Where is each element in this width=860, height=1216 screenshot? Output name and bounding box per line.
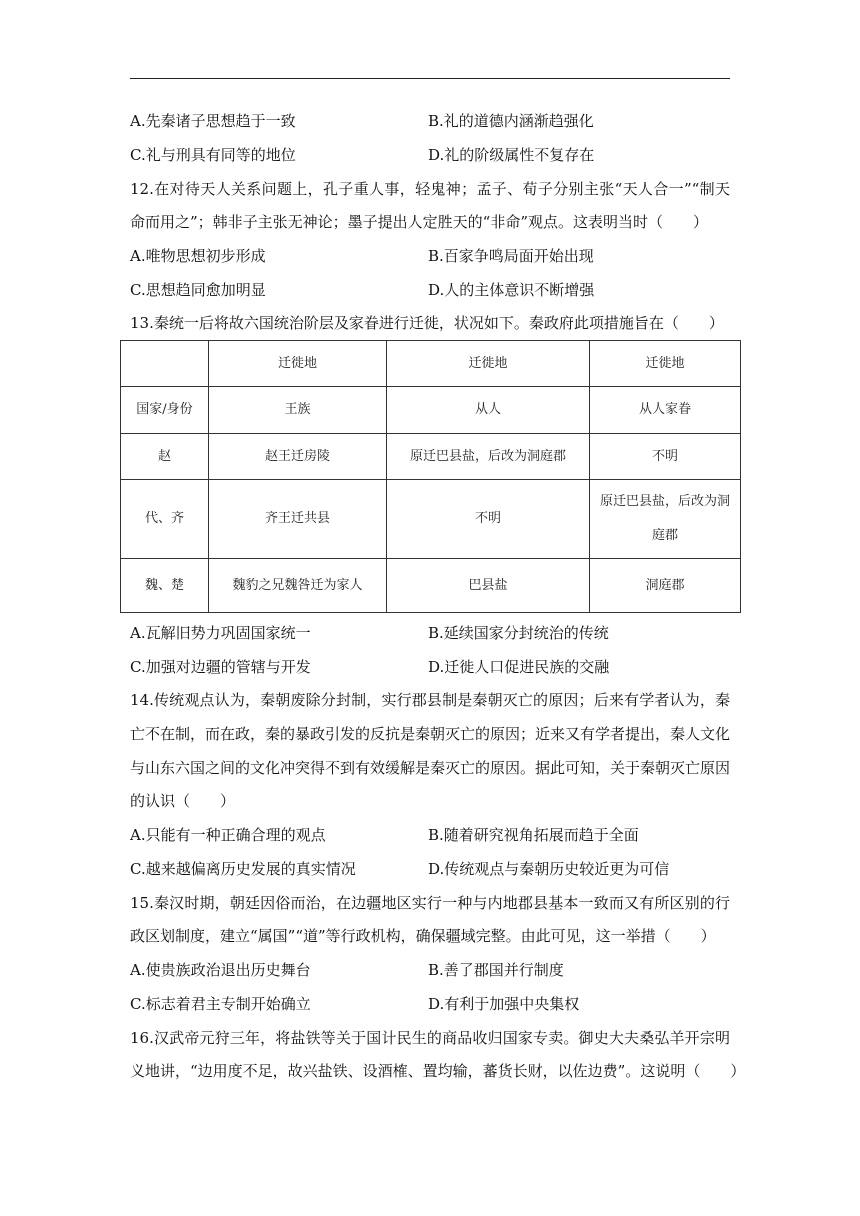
- table-cell: 王族: [209, 387, 387, 434]
- table-cell: 原迁巴县盐，后改为洞庭郡: [387, 434, 590, 480]
- q16-stem-line1: 16.汉武帝元狩三年，将盐铁等关于国计民生的商品收归国家专卖。御史大夫桑弘羊开宗明: [130, 1029, 730, 1047]
- q13-option-d[interactable]: D.迁徙人口促进民族的交融: [428, 658, 610, 676]
- q12-stem-line2: 命而用之”；韩非子主张无神论；墨子提出人定胜天的“非命”观点。这表明当时（ ）: [130, 213, 709, 231]
- q14-option-b[interactable]: B.随着研究视角拓展而趋于全面: [428, 826, 639, 844]
- q15-option-b[interactable]: B.善了郡国并行制度: [428, 961, 564, 979]
- table-cell: 魏、楚: [121, 559, 209, 613]
- table-cell: 洞庭郡: [590, 559, 741, 613]
- header-rule: [130, 78, 730, 79]
- q14-stem-line2: 亡不在制，而在政，秦的暴政引发的反抗是秦朝灭亡的原因；近来又有学者提出，秦人文化: [130, 725, 731, 743]
- q14-option-d[interactable]: D.传统观点与秦朝历史较近更为可信: [428, 860, 670, 878]
- table-subheader-row: [121, 387, 741, 434]
- q15-stem-line1: 15.秦汉时期，朝廷因俗而治，在边疆地区实行一种与内地郡县基本一致而又有所区别的行: [130, 894, 730, 912]
- q12-option-c[interactable]: C.思想趋同愈加明显: [130, 281, 266, 299]
- q15-option-a[interactable]: A.使贵族政治退出历史舞台: [130, 961, 311, 979]
- table-cell: 原迁巴县盐，后改为洞庭郡: [590, 480, 741, 559]
- q14-option-c[interactable]: C.越来越偏离历史发展的真实情况: [130, 860, 356, 878]
- q13-stem-line1: 13.秦统一后将故六国统治阶层及家眷进行迁徙，状况如下。秦政府此项措施旨在（ ）: [130, 314, 724, 332]
- q14-stem-line3: 与山东六国之间的文化冲突得不到有效缓解是秦灭亡的原因。据此可知，关于秦朝灭亡原因: [130, 759, 731, 777]
- table-row: [121, 559, 741, 613]
- q13-option-c[interactable]: C.加强对边疆的管辖与开发: [130, 658, 311, 676]
- q13-option-a[interactable]: A.瓦解旧势力巩固国家统一: [130, 624, 311, 642]
- table-row: [121, 434, 741, 480]
- q15-stem-line2: 政区划制度，建立“属国”“道”等行政机构，确保疆域完整。由此可见，这一举措（ ）: [130, 927, 716, 945]
- table-cell: 巴县盐: [387, 559, 590, 613]
- q13-option-b[interactable]: B.延续国家分封统治的传统: [428, 624, 609, 642]
- table-cell: 不明: [387, 480, 590, 559]
- table-cell: 赵: [121, 434, 209, 480]
- q11-option-d[interactable]: D.礼的阶级属性不复存在: [428, 146, 595, 164]
- table-row: [121, 480, 741, 559]
- table-cell: 迁徙地: [209, 341, 387, 387]
- q12-option-d[interactable]: D.人的主体意识不断增强: [428, 281, 595, 299]
- q15-option-c[interactable]: C.标志着君主专制开始确立: [130, 995, 311, 1013]
- q11-option-b[interactable]: B.礼的道德内涵渐趋强化: [428, 112, 594, 130]
- table-cell: 魏豹之兄魏咎迁为家人: [209, 559, 387, 613]
- q14-stem-line4: 的认识（ ）: [130, 792, 236, 810]
- q11-option-a[interactable]: A.先秦诸子思想趋于一致: [130, 112, 296, 130]
- table-cell: [121, 341, 209, 387]
- q14-stem-line1: 14.传统观点认为，秦朝废除分封制，实行郡县制是秦朝灭亡的原因；后来有学者认为，秦: [130, 691, 730, 709]
- table-cell: 国家/身份: [121, 387, 209, 434]
- table-cell: 齐王迁共县: [209, 480, 387, 559]
- q14-option-a[interactable]: A.只能有一种正确合理的观点: [130, 826, 326, 844]
- migration-table: [120, 340, 741, 613]
- q15-option-d[interactable]: D.有利于加强中央集权: [428, 995, 580, 1013]
- q12-option-a[interactable]: A.唯物思想初步形成: [130, 247, 266, 265]
- q11-option-c[interactable]: C.礼与刑具有同等的地位: [130, 146, 296, 164]
- table-cell: 赵王迁房陵: [209, 434, 387, 480]
- table-cell: 不明: [590, 434, 741, 480]
- table-header-row: [121, 341, 741, 387]
- table-cell: 从人家眷: [590, 387, 741, 434]
- table-cell: 从人: [387, 387, 590, 434]
- table-cell: 代、齐: [121, 480, 209, 559]
- q16-stem-line2: 义地讲，“边用度不足，故兴盐铁、设酒榷、置均输，蕃货长财，以佐边费”。这说明（ ）: [130, 1062, 746, 1080]
- table-cell: 迁徙地: [590, 341, 741, 387]
- table-cell: 迁徙地: [387, 341, 590, 387]
- q12-stem-line1: 12.在对待天人关系问题上，孔子重人事，轻鬼神；孟子、荀子分别主张“天人合一”“制天: [130, 180, 730, 198]
- q12-option-b[interactable]: B.百家争鸣局面开始出现: [428, 247, 594, 265]
